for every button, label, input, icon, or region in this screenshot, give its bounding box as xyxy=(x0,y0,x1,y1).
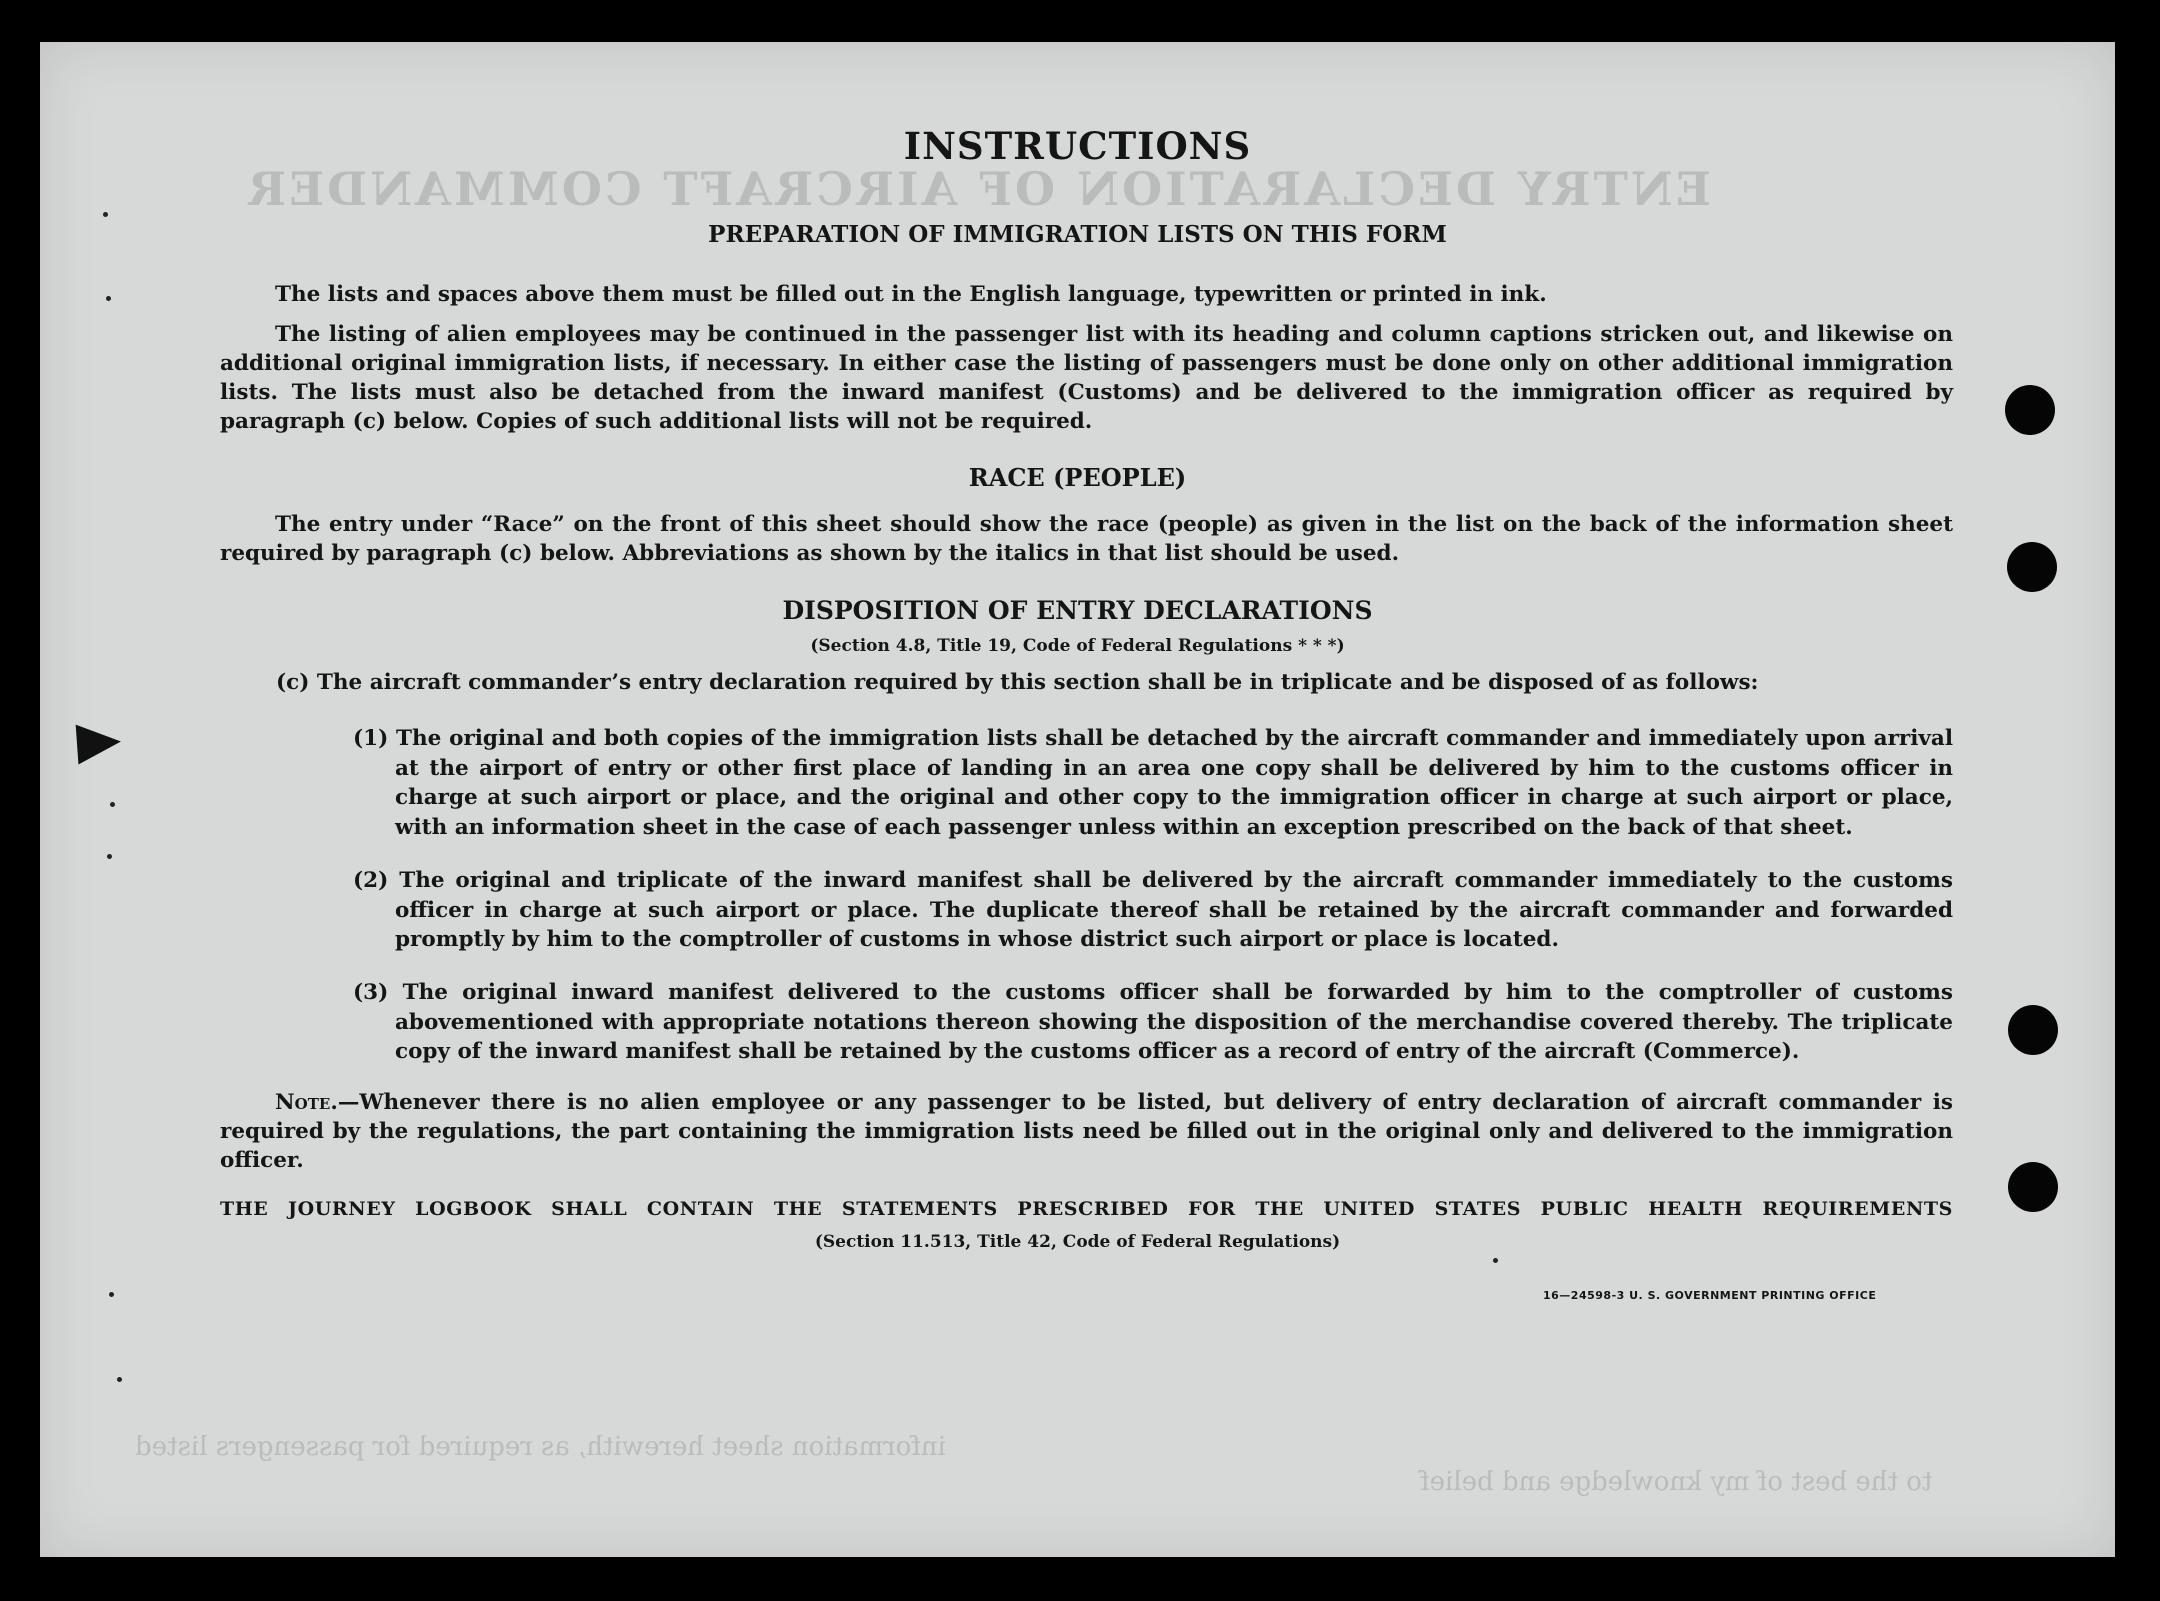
speck xyxy=(117,1377,122,1382)
punch-hole xyxy=(2007,542,2057,592)
disposition-citation: (Section 4.8, Title 19, Code of Federal Regulations * * *) xyxy=(810,636,1345,656)
bleed-through-heading: ENTRY DECLARATION OF AIRCRAFT COMMANDER xyxy=(245,162,1711,216)
journey-logbook-statement: THE JOURNEY LOGBOOK SHALL CONTAIN THE STATEMENTS PRESCRIBED FOR THE UNITED STATES PUBLIC HEALTH REQUIREMENTS xyxy=(220,1198,1953,1220)
speck xyxy=(107,854,112,859)
section-heading-preparation: PREPARATION OF IMMIGRATION LISTS ON THIS FORM xyxy=(708,221,1447,248)
note-text: —Whenever there is no alien employee or any passenger to be listed, but delivery of entry declaration of aircraft commander is required by the regulations, the part containing the immigration lists need be filled out in the original only and delivered to the immigration officer. xyxy=(220,1090,1953,1173)
arrow-marker-icon xyxy=(76,722,123,765)
bleed-through-footer-2: to the best of my knowledge and belief xyxy=(1420,1467,1933,1497)
paragraph-alien-employees: The listing of alien employees may be continued in the passenger list with its heading and column captions stricken out, and likewise on additional original immigration lists, if necessary. In either case the listing of passengers must be done only on other additional immigration lists. The lists must also be detached from the inward manifest (Customs) and be delivered to the immigration officer as required by paragraph (c) below. Copies of such additional lists will not be required. xyxy=(220,322,1953,434)
paragraph-c: (c) The aircraft commander’s entry declaration required by this section shall be in triplicate and be disposed of as follows: xyxy=(276,670,1759,695)
note-paragraph xyxy=(220,1088,1953,1175)
section-heading-disposition: DISPOSITION OF ENTRY DECLARATIONS xyxy=(782,596,1373,625)
speck xyxy=(1493,1258,1498,1263)
note-label: Note. xyxy=(275,1090,338,1115)
section-heading-race: RACE (PEOPLE) xyxy=(968,463,1187,492)
bleed-through-footer: information sheet herewith, as required for passengers listed xyxy=(135,1432,946,1462)
punch-hole xyxy=(2008,1005,2058,1055)
document-page xyxy=(40,42,2115,1557)
speck xyxy=(109,1292,114,1297)
speck xyxy=(106,296,111,301)
paragraph-race-entry: The entry under “Race” on the front of this sheet should show the race (people) as given in the list on the back of the information sheet required by paragraph (c) below. Abbreviations as shown by the italics in that list should be used. xyxy=(220,512,1953,566)
page-title: INSTRUCTIONS xyxy=(903,124,1252,168)
instructions-document xyxy=(40,42,2115,1557)
list-item-1: (1) The original and both copies of the immigration lists shall be detached by the aircraft commander and immediately upon arrival at the airport of entry or other first place of landing in an area one copy shall be delivered by him to the customs officer in charge at such airport or place, and the original and other copy to the immigration officer in charge at such airport or place, with an information sheet in the case of each passenger unless within an exception prescribed on the back of that sheet. xyxy=(353,726,1953,840)
paragraph-english-language: The lists and spaces above them must be filled out in the English language, typewritten or printed in ink. xyxy=(275,282,1547,307)
list-item-3: (3) The original inward manifest delivered to the customs officer shall be forwarded by him to the comptroller of customs abovementioned with appropriate notations thereon showing the disposition of the merchandise covered thereby. The triplicate copy of the inward manifest shall be retained by the customs officer as a record of entry of the aircraft (Commerce). xyxy=(353,980,1953,1064)
speck xyxy=(110,802,115,807)
punch-hole xyxy=(2005,385,2055,435)
journey-citation: (Section 11.513, Title 42, Code of Federal Regulations) xyxy=(814,1232,1341,1252)
punch-hole xyxy=(2008,1162,2058,1212)
printer-mark: 16—24598-3 U. S. GOVERNMENT PRINTING OFFICE xyxy=(1543,1289,1877,1302)
speck xyxy=(103,212,108,217)
list-item-2: (2) The original and triplicate of the inward manifest shall be delivered by the aircraft commander immediately to the customs officer in charge at such airport or place. The duplicate thereof shall be retained by the aircraft commander and forwarded promptly by him to the comptroller of customs in whose district such airport or place is located. xyxy=(353,868,1953,952)
